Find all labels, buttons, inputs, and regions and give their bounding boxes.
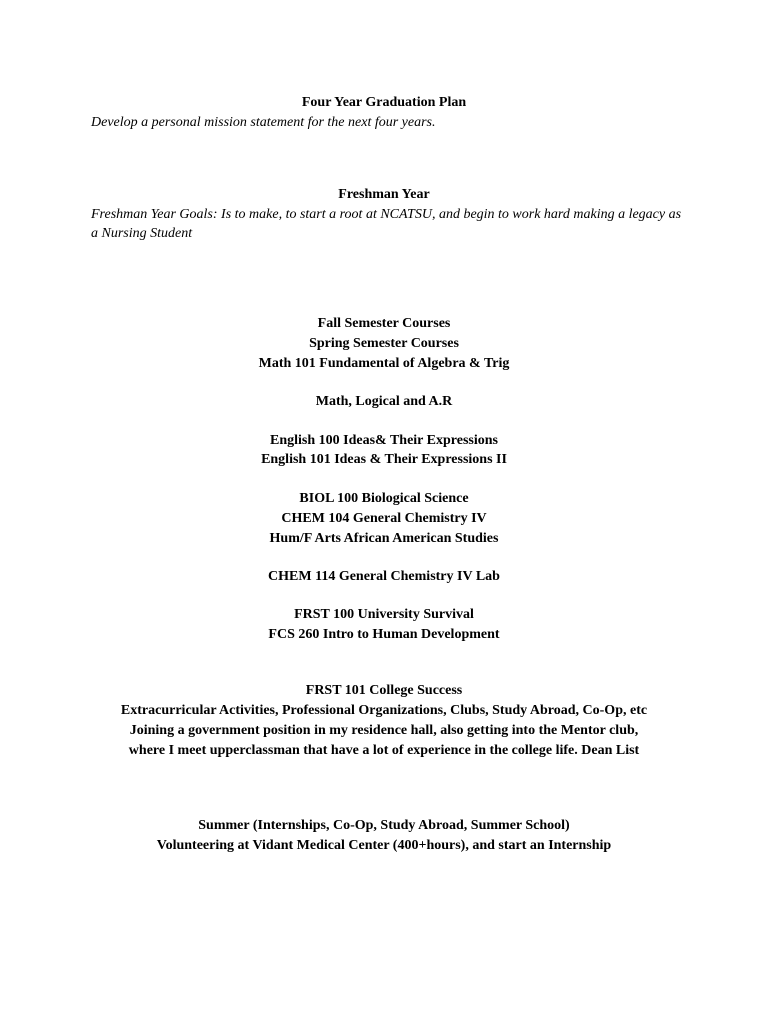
- extracurricular-text-line-2: where I meet upperclassman that have a lot of experience in the college life. Dean List: [128, 743, 640, 758]
- summer-text: Volunteering at Vidant Medical Center (400+hours), and start an Internship: [156, 838, 612, 853]
- course-fcs-260: FCS 260 Intro to Human Development: [268, 627, 500, 642]
- extracurricular-text-line-1: Joining a government position in my residence hall, also getting into the Mentor club,: [129, 723, 639, 738]
- summer-heading: Summer (Internships, Co-Op, Study Abroad, Summer School): [198, 818, 570, 833]
- course-hum-f-arts: Hum/F Arts African American Studies: [269, 531, 499, 546]
- page-title: Four Year Graduation Plan: [301, 95, 467, 110]
- fall-semester-heading: Fall Semester Courses: [317, 316, 451, 331]
- course-chem-114: CHEM 114 General Chemistry IV Lab: [268, 569, 500, 584]
- course-english-100: English 100 Ideas& Their Expressions: [270, 433, 498, 448]
- course-frst-100: FRST 100 University Survival: [294, 607, 474, 622]
- course-math-logical: Math, Logical and A.R: [315, 394, 453, 409]
- course-frst-101: FRST 101 College Success: [305, 683, 463, 698]
- mission-statement-prompt: Develop a personal mission statement for the next four years.: [91, 115, 436, 130]
- extracurricular-heading: Extracurricular Activities, Professional Organizations, Clubs, Study Abroad, Co-Op, etc: [120, 703, 648, 718]
- course-biol-100: BIOL 100 Biological Science: [299, 491, 469, 506]
- freshman-year-goals: Freshman Year Goals: Is to make, to start a root at NCATSU, and begin to work hard making a legacy as a Nursing Student: [91, 207, 682, 241]
- course-math-101: Math 101 Fundamental of Algebra & Trig: [258, 356, 510, 371]
- course-english-101: English 101 Ideas & Their Expressions II: [261, 452, 507, 467]
- spring-semester-heading: Spring Semester Courses: [309, 336, 459, 351]
- course-chem-104: CHEM 104 General Chemistry IV: [281, 511, 487, 526]
- freshman-year-heading: Freshman Year: [338, 187, 430, 202]
